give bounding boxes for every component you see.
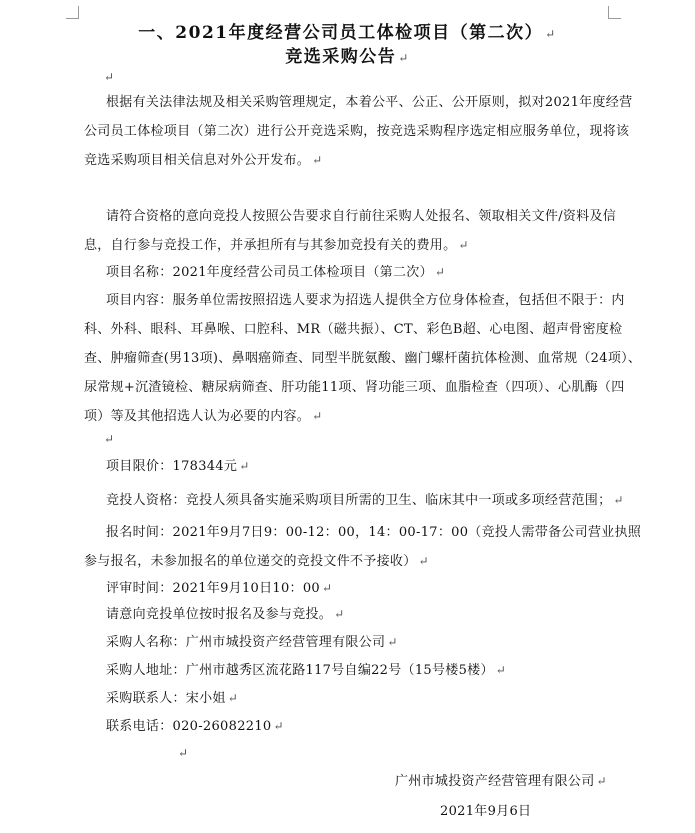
- document-title-line1: 一、2021年度经营公司员工体检项目（第二次） ↵: [138, 23, 557, 43]
- page-corner-mark-right: [608, 6, 621, 19]
- signature-date: 2021年9月6日: [440, 804, 532, 819]
- paragraph-mark: ↵: [104, 432, 115, 446]
- project-limit: 项目限价：178344元 ↵: [106, 459, 250, 474]
- document-title-line2: 竞选采购公告 ↵: [285, 47, 410, 67]
- paragraph-mark: ↵: [178, 746, 189, 760]
- project-name: 项目名称：2021年度经营公司员工体检项目（第二次） ↵: [106, 265, 446, 280]
- signature-company: 广州市城投资产经营管理有限公司 ↵: [395, 774, 607, 789]
- buyer-contact: 采购联系人：宋小姐 ↵: [106, 691, 239, 706]
- buyer-address: 采购人地址：广州市越秀区流花路117号自编22号（15号楼5楼） ↵: [106, 663, 507, 678]
- paragraph-mark: ↵: [104, 70, 115, 84]
- review-time: 评审时间：2021年9月10日10：00 ↵: [106, 581, 333, 596]
- signup-time: 报名时间：2021年9月7日9：00-12：00，14：00-17：00（竞投人需带备公司营业执照参与报名，未参加报名的单位递交的竞投文件不予接收） ↵: [84, 525, 642, 569]
- intro-paragraph: 根据有关法律法规及相关采购管理规定，本着公平、公正、公开原则，拟对2021年度经营公司员工体检项目（第二次）进行公开竞选采购，按竞选采购程序选定相应服务单位，现将该竞选采购项目相关信息对外公开发布。 ↵: [84, 95, 633, 168]
- page-corner-mark-left: [66, 6, 79, 19]
- contact-phone: 联系电话：020-26082210 ↵: [106, 719, 284, 734]
- invite-paragraph: 请符合资格的意向竞投人按照公告要求自行前往采购人处报名、领取相关文件/资料及信息，自行参与竞投工作，并承担所有与其参加竞投有关的费用。 ↵: [84, 209, 617, 253]
- buyer-name: 采购人名称：广州市城投资产经营管理有限公司 ↵: [106, 635, 398, 650]
- project-content: 项目内容：服务单位需按照招选人要求为招选人提供全方位身体检查，包括但不限于：内科、外科、眼科、耳鼻喉、口腔科、MR（磁共振）、CT、彩色B超、心电图、超声骨密度检查、肿瘤筛查(男13项)、鼻咽癌筛查、同型半胱氨酸、幽门螺杆菌抗体检测、血常规（24项）、尿常规+沉渣镜检、糖尿病筛查、肝功能11项、肾功能三项、血脂检查（四项）、心肌酶（四项）等及其他招选人认为必要的内容。 ↵: [84, 293, 642, 424]
- invite-note: 请意向竞投单位按时报名及参与竞投。 ↵: [106, 607, 345, 622]
- bidder-qualification: 竞投人资格：竞投人须具备实施采购项目所需的卫生、临床其中一项或多项经营范围； ↵: [106, 493, 624, 508]
